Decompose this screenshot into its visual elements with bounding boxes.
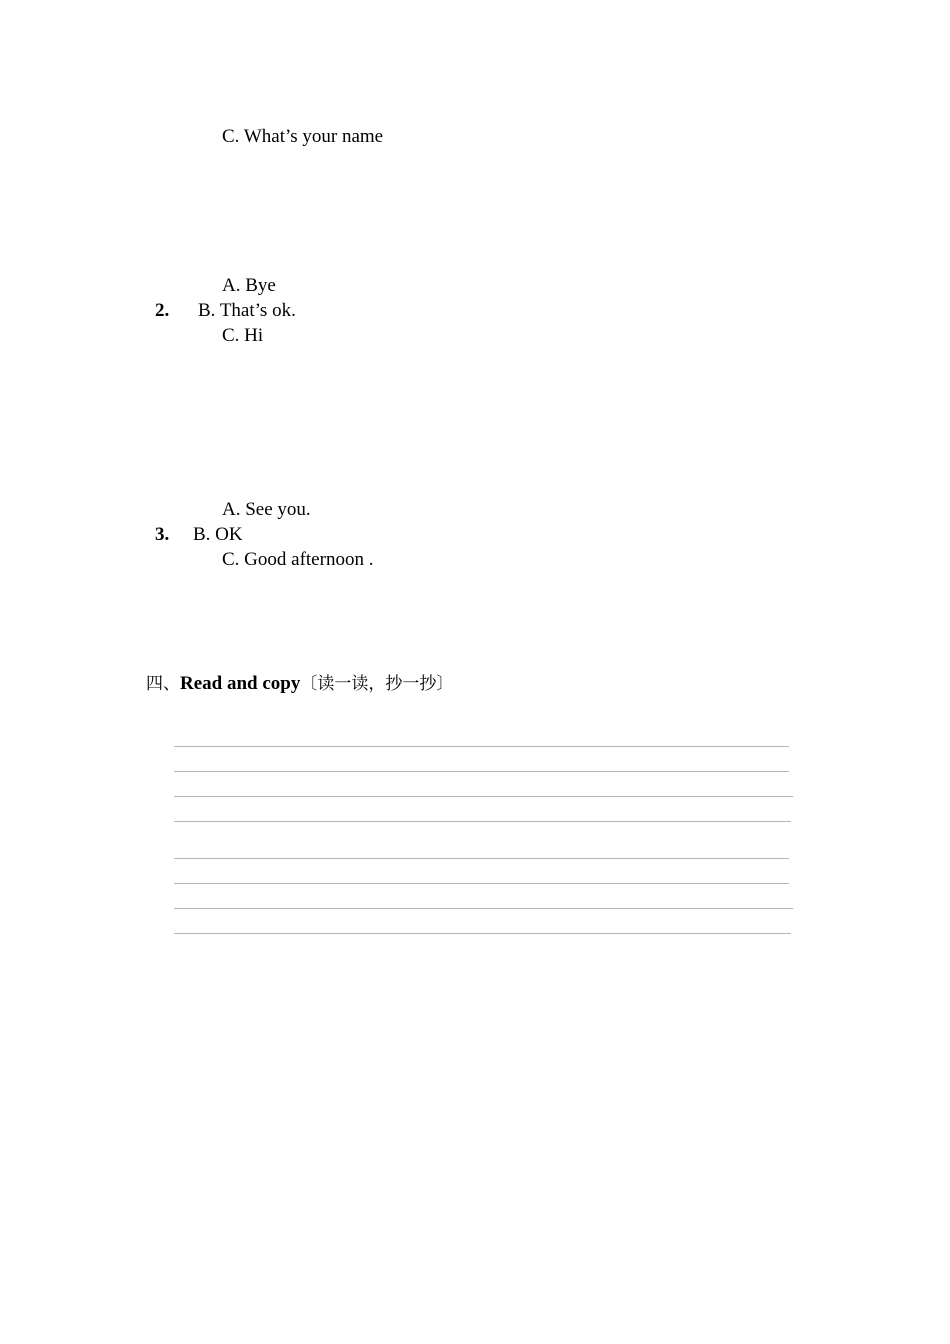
section-4-subtitle: 〔读一读，抄一抄〕 <box>300 674 454 694</box>
section-4-index: 四、 <box>146 674 180 694</box>
section-4-title: Read and copy <box>180 673 301 694</box>
q3-option-a: A. See you. <box>222 499 311 520</box>
q2-number: 2. <box>155 300 170 321</box>
copy-line <box>174 858 789 859</box>
copy-line <box>174 746 789 747</box>
copy-line <box>174 933 791 934</box>
copy-line <box>174 771 789 772</box>
copy-line <box>174 821 791 822</box>
copy-line <box>174 883 789 884</box>
q3-number: 3. <box>155 524 170 545</box>
q1-option-c: C. What’s your name <box>222 126 384 147</box>
q2-option-b: B. That’s ok. <box>198 300 296 321</box>
copy-line <box>174 796 793 797</box>
section-4-heading <box>146 672 453 696</box>
q2-option-c: C. Hi <box>222 325 264 346</box>
q3-option-b: B. OK <box>193 524 243 545</box>
copy-line <box>174 908 793 909</box>
q3-option-c: C. Good afternoon . <box>222 549 374 570</box>
q2-option-a: A. Bye <box>222 275 276 296</box>
